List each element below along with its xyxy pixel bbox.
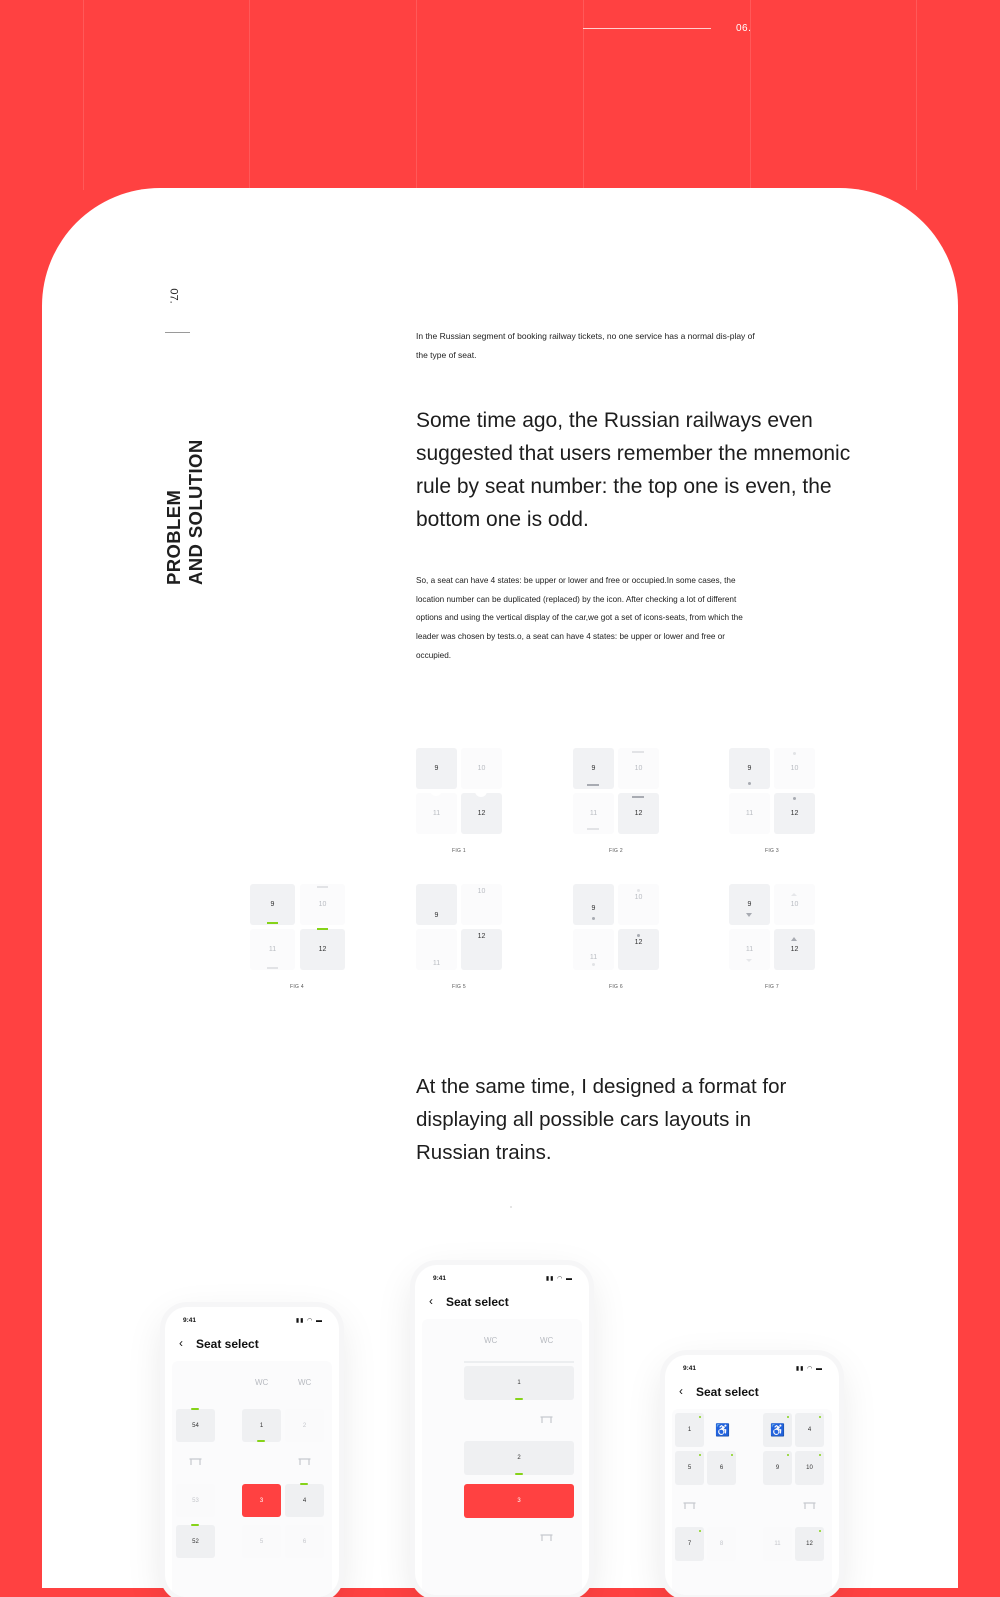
seat[interactable]: 4 [795,1413,824,1447]
seat-cell: 10 [774,884,815,925]
phone-center [415,1265,589,1595]
section-rule [165,332,190,333]
seat-cell: 12 [618,793,659,834]
header-rule [583,28,711,29]
wheelchair-icon: ♿ [770,1423,785,1437]
bar-mark [464,1361,574,1363]
table-icon [803,1501,816,1510]
seat-cell: 10 [618,884,659,925]
seat[interactable]: 8 [707,1527,736,1561]
dot-mark [592,917,595,920]
dot-mark [592,963,595,966]
free-indicator [699,1416,701,1418]
free-indicator [819,1530,821,1532]
seat-figure [729,884,815,970]
section-title-line2: AND SOLUTION [185,439,206,585]
phone-left [165,1307,339,1597]
seat-figure [416,748,502,834]
seat-cell: 11 [416,793,457,834]
seat[interactable]: 7 [675,1527,704,1561]
figure-caption: FIG 3 [764,848,779,854]
status-time: 9:41 [183,1317,197,1324]
status-icons: ▮▮ ◠ ▬ [545,1276,573,1282]
table-icon [540,1415,553,1424]
seat[interactable]: 10 [795,1451,824,1485]
bar-mark [267,967,278,969]
screen-title: Seat select [196,1337,259,1351]
figure-caption: FIG 2 [608,848,623,854]
table-icon [540,1533,553,1542]
seat-cell: 11 [573,929,614,970]
closing-text: At the same time, I designed a format for displaying all possible cars layouts in Russian trains. [416,1075,787,1164]
seat-cell: 9 [729,884,770,925]
bg-gridline [416,0,417,190]
seat-selected[interactable]: 3 [242,1484,281,1517]
dot-mark [793,752,796,755]
chevron-left-icon[interactable]: ‹ [679,1384,683,1398]
body-text: So, a seat can have 4 states: be upper or lower and free or occupied.In some cases, the location number can be duplicated (replaced) by the icon. After checking a lot of different options and using the vertical display of the car,we got a set of icons-seats, from which the leader was chosen by tests.o, a seat can have 4 states: be upper or lower and free or occupied. [416,576,743,660]
bar-mark [317,886,328,888]
seat-cell: 10 [300,884,345,925]
bar-mark [587,828,599,830]
figure-caption: FIG 4 [289,984,304,990]
seat[interactable]: 9 [763,1451,792,1485]
seat-figure [416,884,502,970]
free-indicator [515,1398,523,1400]
seat-cell: 12 [461,793,502,834]
seat-figure [729,748,815,834]
dot-mark [637,934,640,937]
figure-caption: FIG 6 [608,984,623,990]
seat-cell: 9 [250,884,295,925]
free-indicator [699,1454,701,1456]
bg-gridline [83,0,84,190]
status-icons: ▮▮ ◠ ▬ [295,1318,323,1324]
seat[interactable]: 6 [707,1451,736,1485]
phone-right [665,1355,839,1595]
arrow-up-icon [791,893,797,896]
arrow-down-icon [746,959,752,962]
dot-mark [793,797,796,800]
arrow-up-icon [791,937,797,941]
table-icon [189,1457,202,1466]
quote-text: Some time ago, the Russian railways even suggested that users remember the mnemonic rule by seat number: the top one is even, the bottom one is odd. [416,409,851,531]
seat-accessible[interactable] [763,1413,792,1447]
bar-mark [267,922,278,924]
seat[interactable]: 11 [763,1527,792,1561]
seat[interactable]: 1 [464,1366,574,1400]
seat[interactable]: 1 [242,1409,281,1442]
section-number: 07. [167,288,180,304]
free-indicator [191,1524,199,1526]
seat-cell: 11 [250,929,295,970]
seat-cell: 9 [729,748,770,789]
dot-mark [748,782,751,785]
intro-text: In the Russian segment of booking railway tickets, no one service has a normal dis-play of the type of seat. [416,331,755,360]
table-icon [683,1501,696,1510]
seat-cell: 12 [461,929,502,970]
decorative-dot [510,1206,512,1208]
free-indicator [819,1416,821,1418]
seat-cell: 11 [729,793,770,834]
seat-figure [573,884,659,970]
chevron-left-icon[interactable]: ‹ [179,1336,183,1350]
seat[interactable]: 5 [242,1525,281,1558]
seat[interactable]: 6 [285,1525,324,1558]
seat-cell: 11 [729,929,770,970]
arrow-down-icon [746,913,752,917]
seat-cell: 12 [774,793,815,834]
free-indicator [819,1454,821,1456]
screen-title: Seat select [446,1295,509,1309]
figure-caption: FIG 5 [451,984,466,990]
seat-cell: 10 [461,884,502,925]
seat-cell: 11 [416,929,457,970]
wheelchair-icon: ♿ [715,1423,730,1437]
status-time: 9:41 [433,1275,447,1282]
bar-mark [587,784,599,786]
seat-cell: 9 [573,748,614,789]
screen-title: Seat select [696,1385,759,1399]
bg-gridline [249,0,250,190]
status-time: 9:41 [683,1365,697,1372]
seat-figure [573,748,659,834]
seat-cell: 10 [774,748,815,789]
free-indicator [787,1454,789,1456]
seat[interactable]: 4 [285,1484,324,1517]
wc-label: WC [540,1336,554,1345]
bar-mark [632,796,644,798]
bar-mark [317,928,328,930]
seat-cell: 12 [300,929,345,970]
wc-label: WC [255,1378,269,1387]
page-number: 06. [736,23,752,34]
seat-cell: 9 [416,748,457,789]
seat-selected[interactable]: 3 [464,1484,574,1518]
table-icon [298,1457,311,1466]
seat-cell: 9 [573,884,614,925]
seat[interactable]: 54 [176,1409,215,1442]
seat[interactable]: 5 [675,1451,704,1485]
dot-mark [637,889,640,892]
seat-figure [250,884,336,970]
status-icons: ▮▮ ◠ ▬ [795,1366,823,1372]
figure-caption: FIG 7 [764,984,779,990]
chevron-left-icon[interactable]: ‹ [429,1294,433,1308]
seat[interactable]: 53 [176,1484,215,1517]
free-indicator [515,1473,523,1475]
bg-gridline [916,0,917,190]
seat[interactable]: 12 [795,1527,824,1561]
section-title-line1: PROBLEM [163,489,184,585]
seat[interactable]: 1 [675,1413,704,1447]
seat[interactable]: 2 [464,1441,574,1475]
seat-cell: 10 [618,748,659,789]
wc-label: WC [484,1336,498,1345]
seat-cell: 10 [461,748,502,789]
wc-label: WC [298,1378,312,1387]
section-title [163,439,207,585]
seat[interactable]: 52 [176,1525,215,1558]
free-indicator [787,1416,789,1418]
free-indicator [191,1408,199,1410]
seat[interactable]: 2 [285,1409,324,1442]
seat-cell: 11 [573,793,614,834]
bar-mark [632,751,644,753]
free-indicator [731,1454,733,1456]
seat-cell: 9 [416,884,457,925]
seat-cell: 12 [774,929,815,970]
figure-caption: FIG 1 [451,848,466,854]
seat-map-panel [172,1361,332,1597]
free-indicator [699,1530,701,1532]
seat-cell: 12 [618,929,659,970]
free-indicator [300,1483,308,1485]
free-indicator [257,1440,265,1442]
